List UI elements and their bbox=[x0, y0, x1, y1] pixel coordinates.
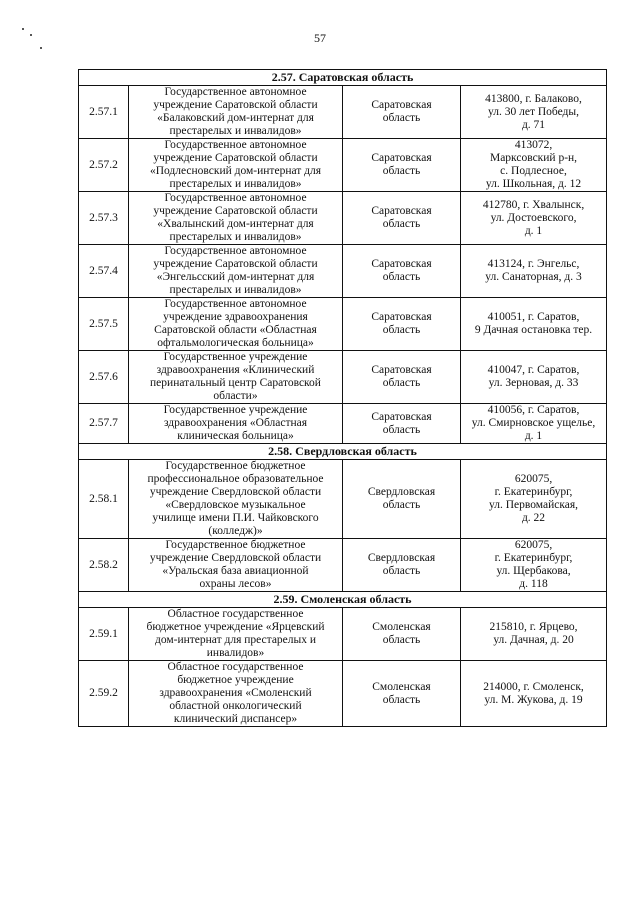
cell-line: Областное государственное bbox=[167, 608, 304, 620]
region bbox=[343, 245, 461, 298]
section-header-row bbox=[79, 444, 607, 460]
cell-line: Государственное бюджетное bbox=[165, 539, 306, 551]
table-row bbox=[79, 460, 607, 539]
cell-line: ул. М. Жукова, д. 19 bbox=[484, 693, 583, 706]
cell-line: д. 71 bbox=[521, 118, 546, 131]
cell-line: 412780, г. Хвалынск, bbox=[482, 198, 585, 211]
page-number: 57 bbox=[314, 31, 326, 45]
cell-line: Свердловская bbox=[367, 552, 436, 564]
cell-line: область bbox=[382, 499, 421, 511]
cell-line: Государственное автономное bbox=[164, 139, 307, 151]
cell-line: Государственное автономное bbox=[164, 245, 307, 257]
cell-line: Государственное бюджетное bbox=[165, 460, 306, 472]
address bbox=[461, 661, 607, 727]
cell-line: Марксовский р-н, bbox=[489, 152, 578, 164]
cell-line: Смоленская bbox=[372, 680, 431, 693]
cell-line: область bbox=[382, 565, 421, 577]
cell-line: область bbox=[382, 112, 421, 124]
table-row bbox=[79, 298, 607, 351]
row-number: 2.57.6 bbox=[79, 351, 129, 404]
cell-line: д. 22 bbox=[521, 512, 546, 524]
region bbox=[343, 539, 461, 592]
institution-name bbox=[129, 608, 343, 661]
cell-line: Саратовская bbox=[371, 311, 432, 323]
section-header-row bbox=[79, 592, 607, 608]
cell-line: Государственное учреждение bbox=[163, 404, 308, 416]
cell-line: здравоохранения «Клинический bbox=[156, 364, 315, 376]
table-row bbox=[79, 539, 607, 592]
cell-line: 410047, г. Саратов, bbox=[487, 364, 580, 376]
region bbox=[343, 460, 461, 539]
cell-line: бюджетное учреждение «Ярцевский bbox=[146, 621, 325, 633]
cell-line: д. 1 bbox=[524, 430, 543, 442]
cell-line: 413124, г. Энгельс, bbox=[487, 258, 580, 270]
cell-line: «Уральская база авиационной bbox=[162, 565, 309, 577]
cell-line: областной онкологический bbox=[169, 700, 302, 712]
cell-line: Саратовская bbox=[371, 99, 432, 111]
row-number: 2.58.1 bbox=[79, 460, 129, 539]
institution-name bbox=[129, 245, 343, 298]
cell-line: «Свердловское музыкальное bbox=[165, 499, 306, 511]
cell-line: д. 1 bbox=[524, 224, 543, 237]
cell-line: бюджетное учреждение bbox=[177, 674, 294, 686]
table-row bbox=[79, 86, 607, 139]
cell-line: училище имени П.И. Чайковского bbox=[152, 512, 319, 524]
table-row bbox=[79, 351, 607, 404]
institution-name bbox=[129, 351, 343, 404]
cell-line: здравоохранения «Областная bbox=[163, 417, 308, 429]
cell-line: ул. Смирновское ущелье, bbox=[471, 417, 596, 429]
row-number: 2.57.2 bbox=[79, 139, 129, 192]
cell-line: ул. Дачная, д. 20 bbox=[493, 634, 574, 646]
cell-line: 410051, г. Саратов, bbox=[487, 311, 580, 323]
cell-line: г. Екатеринбург, bbox=[494, 486, 573, 498]
cell-line: клинический диспансер» bbox=[173, 713, 298, 725]
cell-line: Саратовская bbox=[371, 364, 432, 376]
cell-line: престарелых и инвалидов» bbox=[169, 231, 302, 243]
address bbox=[461, 139, 607, 192]
cell-line: область bbox=[382, 634, 421, 646]
cell-line: инвалидов» bbox=[206, 647, 265, 659]
institution-name bbox=[129, 661, 343, 727]
cell-line: область bbox=[382, 218, 421, 230]
cell-line: учреждение здравоохранения bbox=[163, 311, 308, 323]
region bbox=[343, 351, 461, 404]
cell-line: 413800, г. Балаково, bbox=[485, 92, 582, 105]
cell-line: Свердловская bbox=[367, 486, 436, 498]
cell-line: престарелых и инвалидов» bbox=[169, 125, 302, 137]
address bbox=[461, 245, 607, 298]
institution-name bbox=[129, 139, 343, 192]
cell-line: 620075, bbox=[514, 539, 553, 551]
cell-line: офтальмологическая больница» bbox=[157, 337, 314, 349]
cell-line: здравоохранения «Смоленский bbox=[159, 687, 312, 699]
address bbox=[461, 608, 607, 661]
table-row bbox=[79, 661, 607, 727]
section-header-row bbox=[79, 70, 607, 86]
cell-line: Государственное автономное bbox=[164, 298, 307, 310]
cell-line: области» bbox=[213, 390, 258, 402]
region bbox=[343, 608, 461, 661]
address bbox=[461, 351, 607, 404]
region bbox=[343, 298, 461, 351]
cell-line: Саратовская bbox=[371, 410, 432, 423]
cell-line: Областное государственное bbox=[167, 661, 304, 673]
section-title: 2.57. Саратовская область bbox=[79, 70, 607, 86]
cell-line: 410056, г. Саратов, bbox=[487, 404, 580, 416]
section-title: 2.59. Смоленская область bbox=[79, 592, 607, 608]
row-number: 2.59.2 bbox=[79, 661, 129, 727]
table-row bbox=[79, 404, 607, 444]
cell-line: область bbox=[382, 271, 421, 283]
institution-name bbox=[129, 539, 343, 592]
cell-line: ул. Санаторная, д. 3 bbox=[485, 271, 582, 283]
row-number: 2.57.3 bbox=[79, 192, 129, 245]
cell-line: ул. 30 лет Победы, bbox=[488, 105, 580, 118]
cell-line: учреждение Свердловской области bbox=[149, 486, 322, 498]
row-number: 2.57.4 bbox=[79, 245, 129, 298]
cell-line: 413072, bbox=[514, 139, 553, 151]
address bbox=[461, 192, 607, 245]
address bbox=[461, 539, 607, 592]
institution-name bbox=[129, 298, 343, 351]
row-number: 2.58.2 bbox=[79, 539, 129, 592]
cell-line: «Подлесновский дом-интернат для bbox=[149, 165, 322, 177]
table-row bbox=[79, 192, 607, 245]
cell-line: ул. Первомайская, bbox=[489, 499, 579, 511]
cell-line: ул. Щербакова, bbox=[496, 565, 571, 577]
cell-line: 215810, г. Ярцево, bbox=[489, 621, 578, 633]
cell-line: Саратовская bbox=[371, 205, 432, 217]
cell-line: учреждение Саратовской области bbox=[153, 152, 318, 164]
region bbox=[343, 86, 461, 139]
cell-line: «Энгельсский дом-интернат для bbox=[156, 271, 315, 283]
institution-name bbox=[129, 460, 343, 539]
region bbox=[343, 404, 461, 444]
row-number: 2.57.5 bbox=[79, 298, 129, 351]
row-number: 2.57.1 bbox=[79, 86, 129, 139]
table-body bbox=[79, 70, 607, 727]
cell-line: Саратовская bbox=[371, 258, 432, 270]
institution-name bbox=[129, 86, 343, 139]
table-row bbox=[79, 245, 607, 298]
cell-line: ул. Зерновая, д. 33 bbox=[488, 377, 579, 389]
row-number: 2.57.7 bbox=[79, 404, 129, 444]
cell-line: учреждение Саратовской области bbox=[153, 258, 318, 270]
scan-speck bbox=[40, 47, 42, 49]
cell-line: Государственное автономное bbox=[164, 86, 307, 98]
scan-speck bbox=[22, 28, 24, 30]
cell-line: престарелых и инвалидов» bbox=[169, 284, 302, 296]
cell-line: клиническая больница» bbox=[177, 430, 294, 442]
cell-line: учреждение Саратовской области bbox=[153, 205, 318, 217]
cell-line: дом-интернат для престарелых и bbox=[154, 634, 317, 646]
cell-line: учреждение Свердловской области bbox=[149, 552, 322, 564]
cell-line: престарелых и инвалидов» bbox=[169, 178, 302, 190]
cell-line: Саратовской области «Областная bbox=[154, 324, 317, 336]
cell-line: ул. Достоевского, bbox=[490, 211, 577, 224]
cell-line: «Хвалынский дом-интернат для bbox=[157, 218, 314, 230]
cell-line: «Балаковский дом-интернат для bbox=[157, 112, 314, 124]
institution-name bbox=[129, 404, 343, 444]
table-row bbox=[79, 139, 607, 192]
cell-line: Государственное автономное bbox=[164, 192, 307, 204]
cell-line: перинатальный центр Саратовской bbox=[150, 377, 321, 389]
cell-line: 620075, bbox=[514, 473, 553, 485]
institutions-table bbox=[78, 69, 607, 727]
cell-line: г. Екатеринбург, bbox=[494, 552, 573, 564]
region bbox=[343, 192, 461, 245]
cell-line: учреждение Саратовской области bbox=[153, 99, 318, 111]
address bbox=[461, 86, 607, 139]
section-title: 2.58. Свердловская область bbox=[79, 444, 607, 460]
cell-line: область bbox=[382, 165, 421, 177]
cell-line: 214000, г. Смоленск, bbox=[483, 680, 584, 693]
cell-line: д. 118 bbox=[519, 578, 548, 590]
cell-line: с. Подлесное, bbox=[500, 165, 567, 177]
cell-line: профессиональное образовательное bbox=[147, 473, 324, 485]
institution-name bbox=[129, 192, 343, 245]
region bbox=[343, 661, 461, 727]
cell-line: ул. Школьная, д. 12 bbox=[485, 178, 582, 190]
cell-line: Смоленская bbox=[372, 621, 431, 633]
row-number: 2.59.1 bbox=[79, 608, 129, 661]
cell-line: (колледж)» bbox=[208, 525, 263, 537]
address bbox=[461, 298, 607, 351]
table-row bbox=[79, 608, 607, 661]
cell-line: область bbox=[382, 423, 421, 436]
cell-line: область bbox=[382, 324, 421, 336]
region bbox=[343, 139, 461, 192]
cell-line: Саратовская bbox=[371, 152, 432, 164]
cell-line: Государственное учреждение bbox=[163, 351, 308, 363]
cell-line: 9 Дачная остановка тер. bbox=[474, 324, 593, 336]
address bbox=[461, 404, 607, 444]
cell-line: охраны лесов» bbox=[199, 578, 272, 590]
cell-line: область bbox=[382, 377, 421, 389]
address bbox=[461, 460, 607, 539]
cell-line: область bbox=[382, 693, 421, 706]
